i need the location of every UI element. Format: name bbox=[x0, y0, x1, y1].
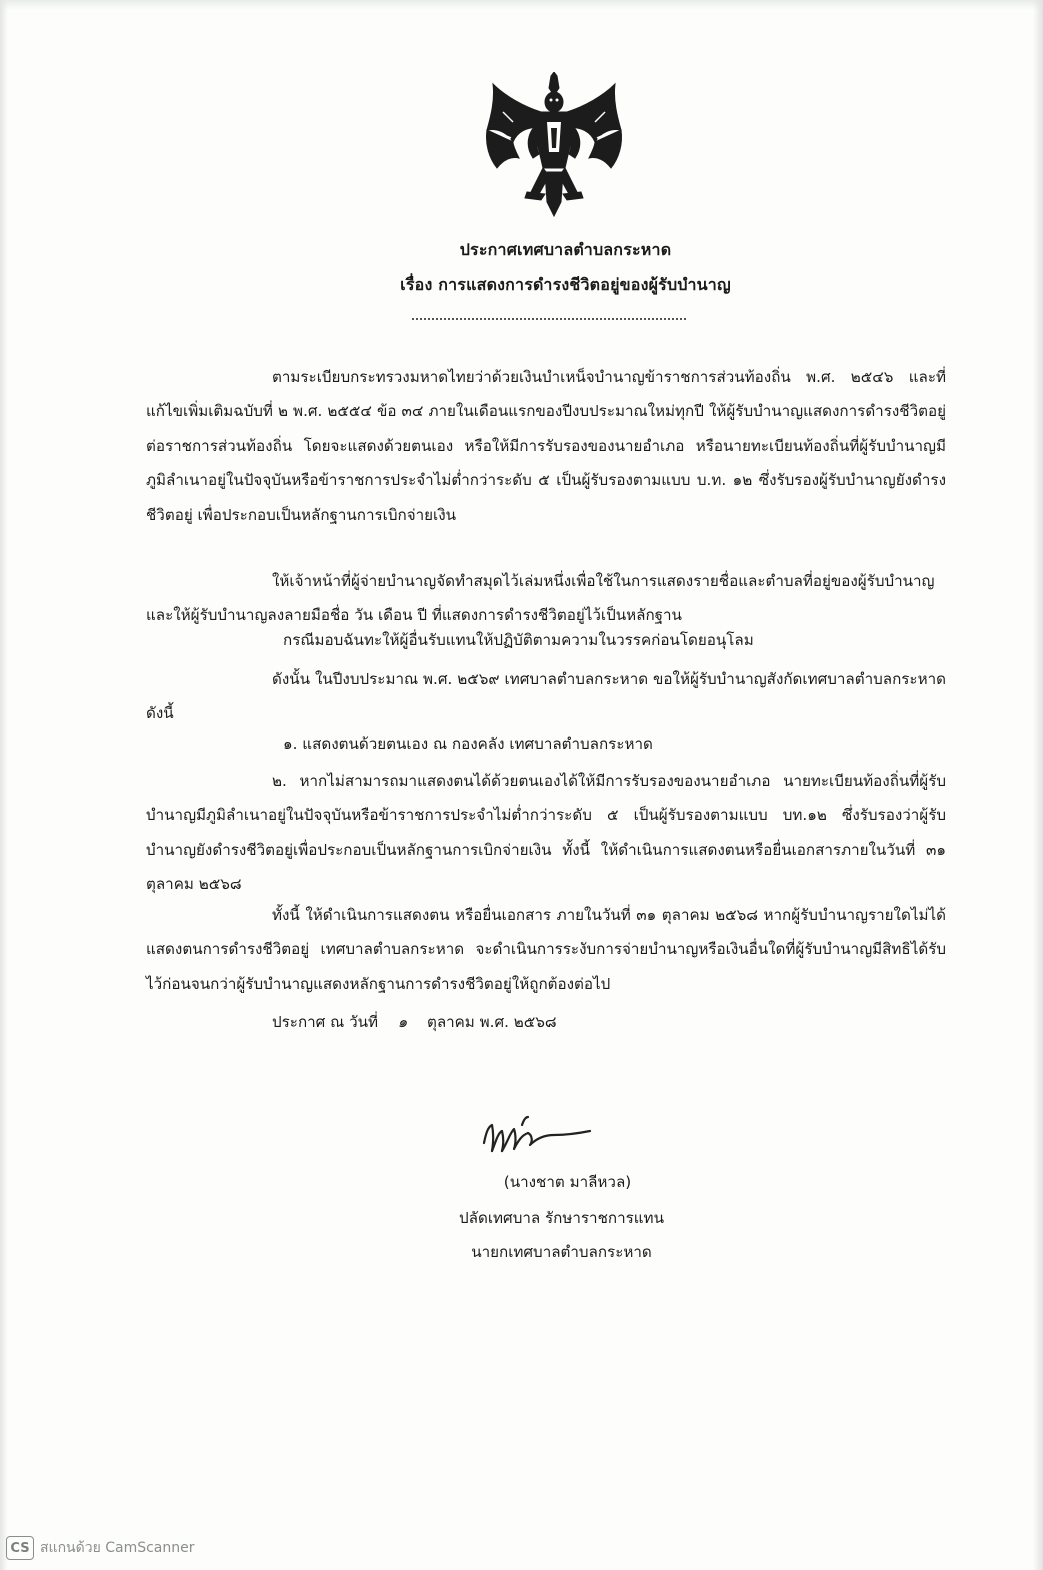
announcement-date-prefix: ประกาศ ณ วันที่ bbox=[272, 1013, 378, 1031]
signatory-position-acting: ปลัดเทศบาล รักษาราชการแทน bbox=[459, 1209, 664, 1227]
paragraph-fiscal-year: ดังนั้น ในปีงบประมาณ พ.ศ. ๒๕๖๙ เทศบาลตำบลกระหาด ขอให้ผู้รับบำนาญสังกัดเทศบาลตำบลกระหาด ดังนี้ bbox=[146, 670, 946, 723]
announcement-date-day: ๑ bbox=[397, 1013, 408, 1031]
paragraph-proxy: กรณีมอบฉันทะให้ผู้อื่นรับแทนให้ปฏิบัติตามความในวรรคก่อนโดยอนุโลม bbox=[283, 631, 754, 649]
dotted-divider bbox=[412, 318, 686, 320]
announcement-title: ประกาศเทศบาลตำบลกระหาด bbox=[459, 240, 672, 259]
list-item-in-person: ๑. แสดงตนด้วยตนเอง ณ กองคลัง เทศบาลตำบลกระหาด bbox=[283, 735, 653, 753]
camscanner-caption: สแกนด้วย CamScanner bbox=[40, 1540, 195, 1556]
garuda-emblem-icon bbox=[483, 72, 625, 224]
paragraph-deadline: ทั้งนี้ ให้ดำเนินการแสดงตน หรือยื่นเอกสาร ภายในวันที่ ๓๑ ตุลาคม ๒๕๖๘ หากผู้รับบำนาญรายใดไม่ได้แสดงตนการดำรงชีวิตอยู่ เทศบาลตำบลกระหาด จะดำเนินการระงับการจ่ายบำนาญหรือเงินอื่นใดที่ผู้รับบำนาญมีสิทธิได้รับไว้ก่อนจนกว่าผู้รับบำนาญแสดงหลักฐานการดำรงชีวิตอยู่ให้ถูกต้องต่อไป bbox=[146, 906, 946, 993]
scan-edge-right bbox=[1033, 0, 1043, 1570]
announcement-date bbox=[272, 1010, 557, 1034]
signatory-name: (นางชาต มาลีหวล) bbox=[503, 1173, 632, 1191]
scan-edge-top bbox=[0, 0, 1043, 10]
camscanner-logo-icon: CS bbox=[6, 1536, 34, 1560]
handwritten-signature bbox=[478, 1105, 598, 1165]
scan-edge-left bbox=[0, 0, 8, 1570]
list-item-certification: ๒. หากไม่สามารถมาแสดงตนได้ด้วยตนเองได้ให้มีการรับรองของนายอำเภอ นายทะเบียนท้องถิ่นที่ผู้รับบำนาญมีภูมิลำเนาอยู่ในปัจจุบันหรือข้าราชการประจำไม่ต่ำกว่าระดับ ๕ เป็นผู้รับรองตามแบบ บท.๑๒ ซึ่งรับรองว่าผู้รับบำนาญยังดำรงชีวิตอยู่เพื่อประกอบเป็นหลักฐานการเบิกจ่ายเงิน ทั้งนี้ ให้ดำเนินการแสดงตนหรือยื่นเอกสารภายในวันที่ ๓๑ ตุลาคม ๒๕๖๘ bbox=[146, 772, 946, 894]
signatory-position-mayor: นายกเทศบาลตำบลกระหาด bbox=[471, 1243, 652, 1261]
camscanner-footer bbox=[6, 1536, 195, 1560]
paragraph-record-book: ให้เจ้าหน้าที่ผู้จ่ายบำนาญจัดทำสมุดไว้เล่มหนึ่งเพื่อใช้ในการแสดงรายชื่อและตำบลที่อยู่ของผู้รับบำนาญ และให้ผู้รับบำนาญลงลายมือชื่อ วัน เดือน ปี ที่แสดงการดำรงชีวิตอยู่ไว้เป็นหลักฐาน bbox=[146, 572, 935, 625]
announcement-date-month-year: ตุลาคม พ.ศ. ๒๕๖๘ bbox=[426, 1013, 557, 1031]
paragraph-regulation: ตามระเบียบกระทรวงมหาดไทยว่าด้วยเงินบำเหน็จบำนาญข้าราชการส่วนท้องถิ่น พ.ศ. ๒๕๔๖ และที่แก้ไขเพิ่มเติมฉบับที่ ๒ พ.ศ. ๒๕๕๔ ข้อ ๓๔ ภายในเดือนแรกของปีงบประมาณใหม่ทุกปี ให้ผู้รับบำนาญแสดงการดำรงชีวิตอยู่ต่อราชการส่วนท้องถิ่น โดยจะแสดงด้วยตนเอง หรือให้มีการรับรองของนายอำเภอ หรือนายทะเบียนท้องถิ่นที่ผู้รับบำนาญมีภูมิลำเนาอยู่ในปัจจุบันหรือข้าราชการประจำไม่ต่ำกว่าระดับ ๕ เป็นผู้รับรองตามแบบ บ.ท. ๑๒ ซึ่งรับรองผู้รับบำนาญยังดำรงชีวิตอยู่ เพื่อประกอบเป็นหลักฐานการเบิกจ่ายเงิน bbox=[146, 368, 946, 524]
announcement-subject: เรื่อง การแสดงการดำรงชีวิตอยู่ของผู้รับบำนาญ bbox=[400, 275, 731, 294]
